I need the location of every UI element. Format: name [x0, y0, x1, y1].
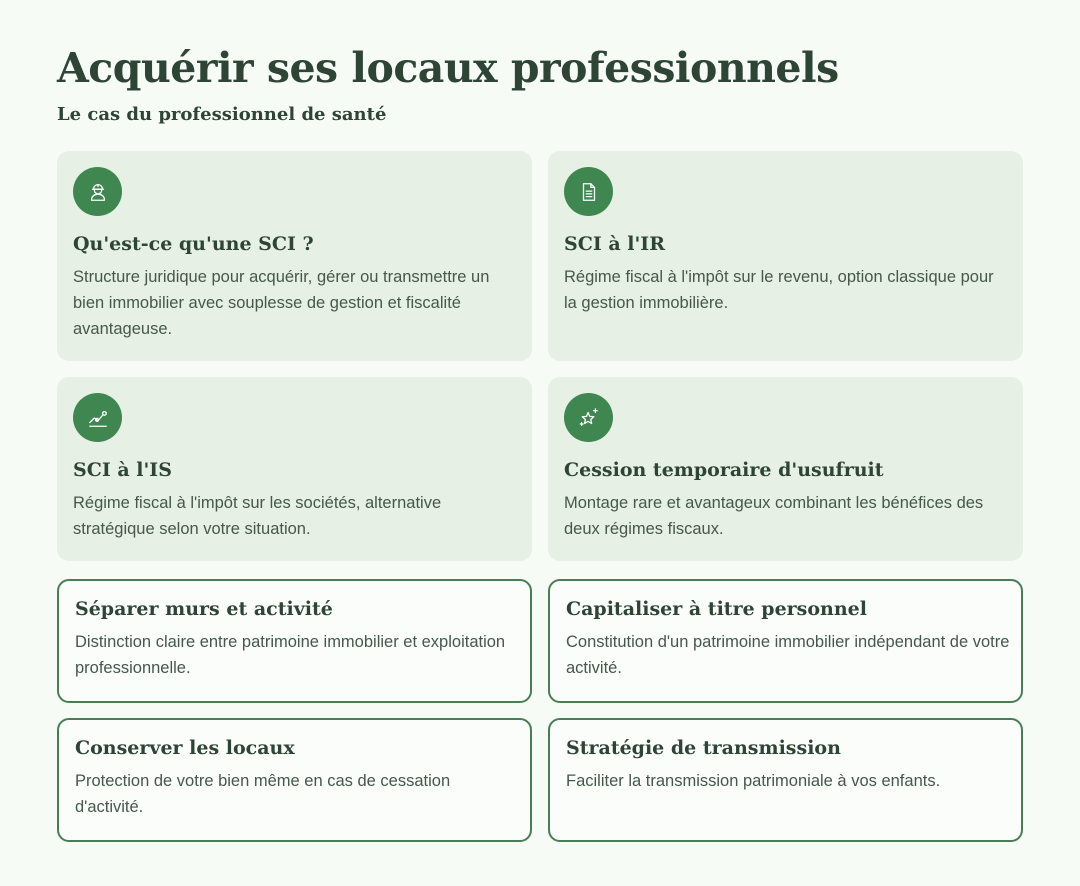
- benefit-transmission: [548, 718, 1023, 842]
- user-helmet-icon: [73, 167, 122, 216]
- document-icon: [564, 167, 613, 216]
- card-title: SCI à l'IS: [73, 459, 172, 481]
- benefit-title: Capitaliser à titre personnel: [566, 598, 867, 620]
- benefit-text: Faciliter la transmission patrimoniale à vos enfants.: [566, 772, 941, 790]
- card-title: SCI à l'IR: [564, 233, 665, 255]
- card-text: Régime fiscal à l'impôt sur les sociétés, alternative stratégique selon votre situation.: [73, 494, 442, 538]
- page-title: Acquérir ses locaux professionnels: [57, 44, 839, 92]
- card-title: Qu'est-ce qu'une SCI ?: [73, 233, 314, 255]
- growth-chart-icon: [73, 393, 122, 442]
- card-text: Régime fiscal à l'impôt sur le revenu, option classique pour la gestion immobilière.: [564, 268, 994, 312]
- benefit-capitaliser: [548, 579, 1023, 703]
- page-subtitle: Le cas du professionnel de santé: [57, 104, 387, 125]
- benefit-title: Stratégie de transmission: [566, 737, 841, 759]
- benefit-separer: [57, 579, 532, 703]
- card-sci-definition: [57, 151, 532, 361]
- benefit-text: Distinction claire entre patrimoine immobilier et exploitation professionnelle.: [75, 633, 506, 677]
- card-usufruit: [548, 377, 1023, 561]
- benefit-text: Protection de votre bien même en cas de cessation d'activité.: [75, 772, 451, 816]
- card-sci-ir: [548, 151, 1023, 361]
- benefit-title: Conserver les locaux: [75, 737, 295, 759]
- card-text: Montage rare et avantageux combinant les bénéfices des deux régimes fiscaux.: [564, 494, 984, 538]
- benefit-title: Séparer murs et activité: [75, 598, 333, 620]
- benefit-conserver: [57, 718, 532, 842]
- card-title: Cession temporaire d'usufruit: [564, 459, 884, 481]
- sparkle-star-icon: [564, 393, 613, 442]
- card-sci-is: [57, 377, 532, 561]
- benefit-text: Constitution d'un patrimoine immobilier indépendant de votre activité.: [566, 633, 1010, 677]
- card-text: Structure juridique pour acquérir, gérer ou transmettre un bien immobilier avec souplesse de gestion et fiscalité avantageuse.: [73, 268, 490, 338]
